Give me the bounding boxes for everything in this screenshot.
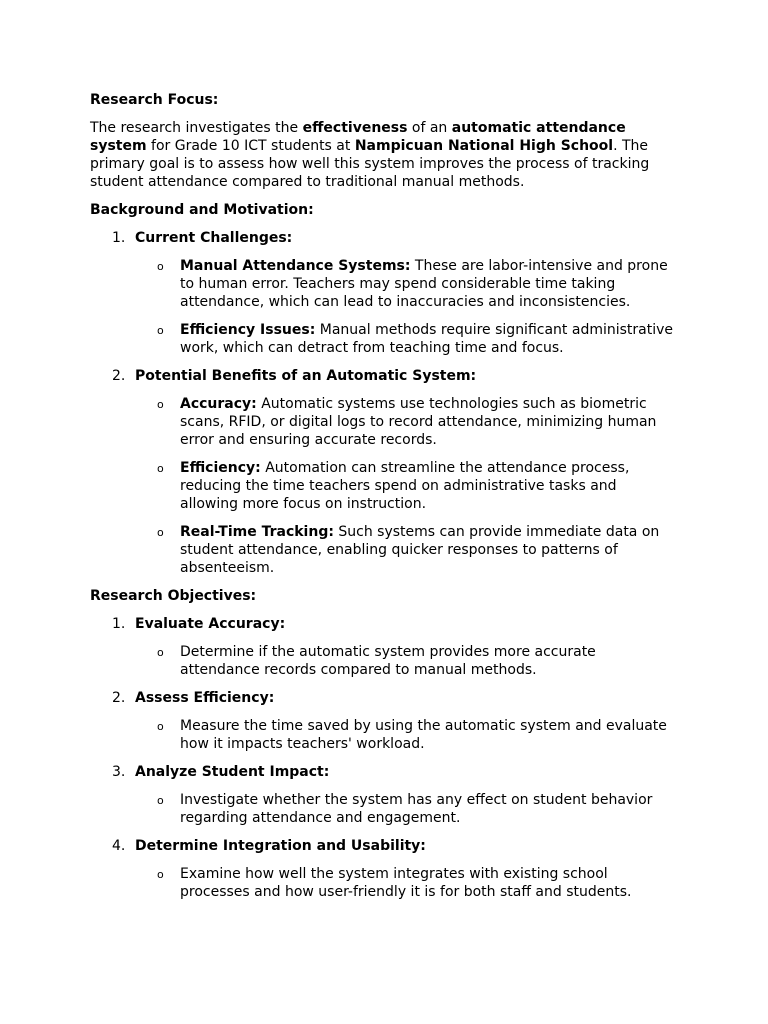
bullet-text: Measure the time saved by using the automatic system and evaluate how it impacts teachers' workload. — [180, 718, 667, 752]
bullet-marker: o — [157, 646, 164, 659]
bullet-item — [135, 523, 678, 577]
bullet-label: Manual Attendance Systems: — [180, 258, 411, 274]
bullet-text: Examine how well the system integrates with existing school processes and how user-friendly it is for both staff and students. — [180, 866, 632, 900]
objective-title: Assess Efficiency: — [135, 690, 275, 706]
bullet-item — [135, 791, 678, 827]
background-item-title: Potential Benefits of an Automatic System: — [135, 368, 477, 384]
background-item-title: Current Challenges: — [135, 230, 293, 246]
focus-bold-school: Nampicuan National High School — [354, 138, 614, 154]
bullet-label: Efficiency: — [180, 460, 261, 476]
bullet-text: Manual methods require significant administrative work, which can detract from teaching time and focus. — [180, 322, 674, 356]
bullet-list — [135, 865, 678, 901]
bullet-text: Automatic systems use technologies such as biometric scans, RFID, or digital logs to record attendance, minimizing human error and ensuring accurate records. — [180, 396, 657, 448]
background-list — [90, 229, 678, 577]
bullet-item — [135, 643, 678, 679]
background-heading: Background and Motivation: — [90, 202, 314, 218]
bullet-list — [135, 643, 678, 679]
objective-item — [90, 615, 678, 679]
bullet-text: These are labor-intensive and prone to human error. Teachers may spend considerable time taking attendance, which can lead to inaccuracies and inconsistencies. — [180, 258, 668, 310]
list-number: 2. — [112, 368, 126, 384]
objectives-list — [90, 615, 678, 901]
bullet-marker: o — [157, 398, 164, 411]
bullet-item — [135, 865, 678, 901]
objectives-heading: Research Objectives: — [90, 588, 257, 604]
bullet-label: Efficiency Issues: — [180, 322, 316, 338]
bullet-item — [135, 395, 678, 449]
list-number: 1. — [112, 230, 126, 246]
bullet-label: Real-Time Tracking: — [180, 524, 334, 540]
bullet-item — [135, 257, 678, 311]
bullet-text: Such systems can provide immediate data on student attendance, enabling quicker responses to patterns of absenteeism. — [180, 524, 660, 576]
objective-title: Evaluate Accuracy: — [135, 616, 286, 632]
background-item — [90, 229, 678, 357]
bullet-list — [135, 395, 678, 577]
bullet-marker: o — [157, 526, 164, 539]
bullet-list — [135, 257, 678, 357]
research-focus-paragraph — [90, 119, 678, 191]
bullet-list — [135, 791, 678, 827]
list-number: 4. — [112, 838, 126, 854]
focus-bold-system: automatic attendance system — [90, 120, 626, 154]
bullet-marker: o — [157, 794, 164, 807]
bullet-text: Investigate whether the system has any effect on student behavior regarding attendance and engagement. — [180, 792, 653, 826]
bullet-item — [135, 321, 678, 357]
objective-item — [90, 763, 678, 827]
list-number: 1. — [112, 616, 126, 632]
bullet-list — [135, 717, 678, 753]
focus-text-3: for Grade 10 ICT students at — [146, 138, 355, 154]
bullet-marker: o — [157, 720, 164, 733]
list-number: 2. — [112, 690, 126, 706]
bullet-text: Determine if the automatic system provides more accurate attendance records compared to manual methods. — [180, 644, 596, 678]
research-focus-heading: Research Focus: — [90, 92, 219, 108]
objective-title: Analyze Student Impact: — [135, 764, 330, 780]
list-number: 3. — [112, 764, 126, 780]
bullet-item — [135, 717, 678, 753]
bullet-label: Accuracy: — [180, 396, 257, 412]
focus-bold-effectiveness: effectiveness — [302, 120, 408, 136]
objective-title: Determine Integration and Usability: — [135, 838, 426, 854]
bullet-marker: o — [157, 868, 164, 881]
focus-text-4: . The primary goal is to assess how well this system improves the process of tracking student attendance compared to traditional manual methods. — [90, 138, 650, 190]
objective-item — [90, 689, 678, 753]
bullet-item — [135, 459, 678, 513]
objective-item — [90, 837, 678, 901]
background-item — [90, 367, 678, 577]
bullet-marker: o — [157, 324, 164, 337]
focus-text-2: of an — [407, 120, 452, 136]
bullet-marker: o — [157, 462, 164, 475]
focus-text-1: The research investigates the — [90, 120, 303, 136]
bullet-text: Automation can streamline the attendance process, reducing the time teachers spend on administrative tasks and allowing more focus on instruction. — [180, 460, 630, 512]
bullet-marker: o — [157, 260, 164, 273]
